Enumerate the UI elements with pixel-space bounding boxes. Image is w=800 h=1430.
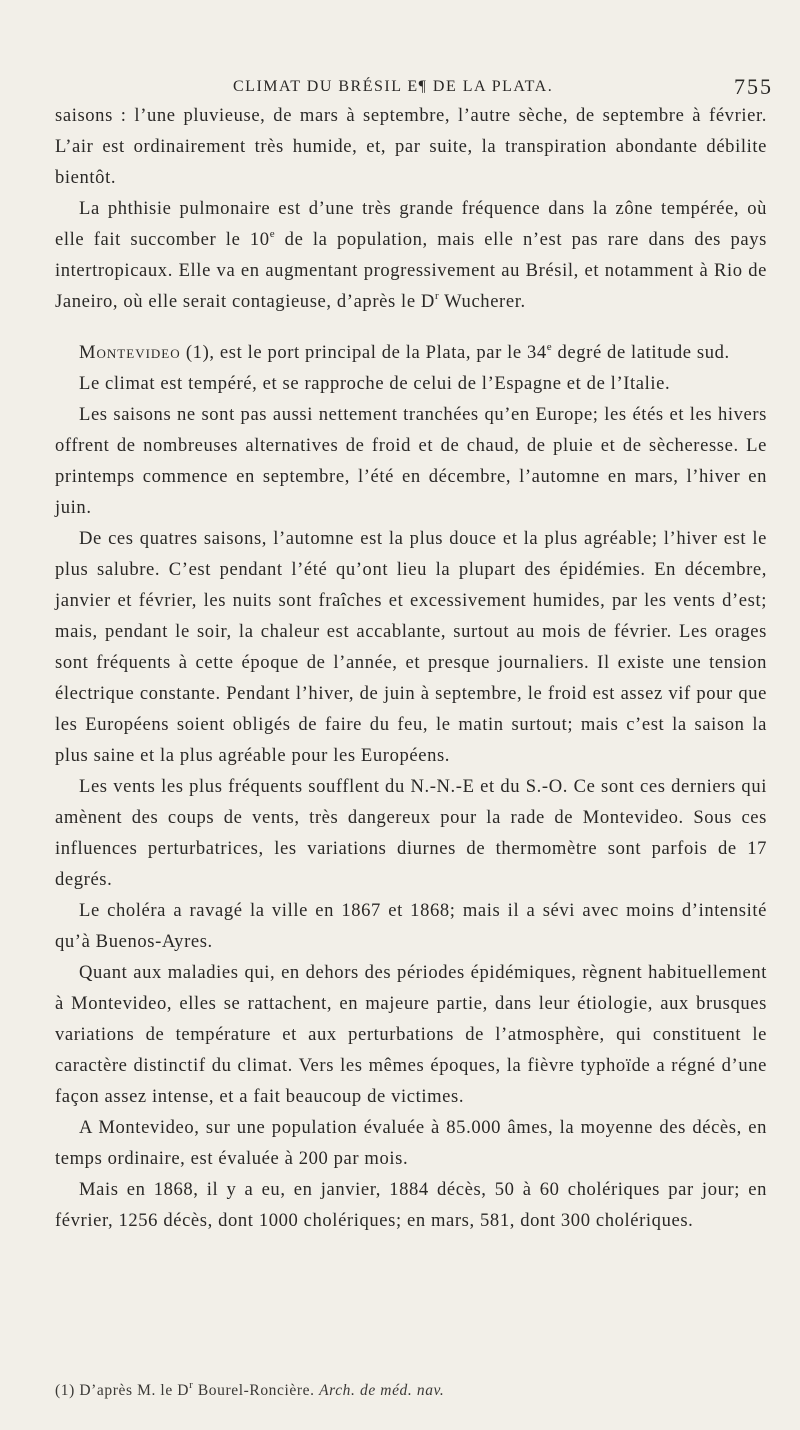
footnote (55, 1378, 767, 1400)
footnote-author: Bourel-Roncière. (193, 1382, 320, 1399)
footnote-source: Arch. de méd. nav. (319, 1382, 445, 1399)
paragraph-5: Les saisons ne sont pas aussi nettement tranchées qu’en Europe; les étés et les hivers offrent de nombreuses alternatives de froid et de chaud, de pluie et de sècheresse. Le printemps commence en septembre, l’été en décembre, l’automne en mars, l’hiver en juin. (55, 404, 767, 518)
paragraph-8: Le choléra a ravagé la ville en 1867 et 1868; mais il a sévi avec moins d’intensité qu’à Buenos-Ayres. (55, 900, 767, 952)
page-number: 755 (734, 74, 773, 99)
paragraph-11: Mais en 1868, il y a eu, en janvier, 1884 décès, 50 à 60 cholériques par jour; en février, 1256 décès, dont 1000 cholériques; en mars, 581, dont 300 cholériques. (55, 1179, 767, 1231)
paragraph-1: saisons : l’une pluvieuse, de mars à septembre, l’autre sèche, de septembre à février. L’air est ordinairement très humide, et, par suite, la transpiration abondante débilite bientôt. (55, 105, 767, 188)
degree-superscript: e (546, 340, 553, 353)
body-text (55, 100, 767, 1236)
paragraph-10: A Montevideo, sur une population évaluée à 85.000 âmes, la moyenne des décès, en temps ordinaire, est évaluée à 200 par mois. (55, 1117, 767, 1169)
paragraph-7: Les vents les plus fréquents soufflent du N.-N.-E et du S.-O. Ce sont ces derniers qui amènent des coups de vents, très dangereux pour la rade de Montevideo. Sous ces influences perturbatrices, les variations diurnes de thermomètre sont parfois de 17 degrés. (55, 776, 767, 890)
paragraph-9: Quant aux maladies qui, en dehors des périodes épidémiques, règnent habituellement à Montevideo, elles se rattachent, en majeure partie, dans leur étiologie, aux brusques variations de température et aux perturbations de l’atmosphère, qui constituent le caractère distinctif du climat. Vers les mêmes époques, la fièvre typhoïde a régné d’une façon assez intense, et a fait beaucoup de victimes. (55, 962, 767, 1107)
paragraph-3-end: degré de latitude sud. (552, 342, 730, 363)
footnote-reference: (1), (180, 342, 220, 363)
paragraph-3-text: est le port principal de la Plata, par le 34 (219, 342, 547, 363)
paragraph-4: Le climat est tempéré, et se rapproche de celui de l’Espagne et de l’Italie. (79, 373, 671, 394)
footnote-text: D’après M. le D (79, 1382, 190, 1399)
running-head (0, 74, 800, 102)
paragraph-3 (55, 337, 767, 368)
doctor-superscript: r (434, 289, 440, 302)
paragraph-2 (55, 193, 767, 317)
paragraph-6: De ces quatres saisons, l’automne est la plus douce et la plus agréable; l’hiver est le plus salubre. C’est pendant l’été qu’ont lieu la plupart des épidémies. En décembre, janvier et février, les nuits sont fraîches et excessivement humides, par les vents d’est; mais, pendant le soir, la chaleur est accablante, surtout au mois de février. Les orages sont fréquents à cette époque de l’année, et presque journaliers. Il existe une tension électrique constante. Pendant l’hiver, de juin à septembre, le froid est assez vif pour que les Européens soient obligés de faire du feu, le matin surtout; mais c’est la saison la plus saine et la plus agréable pour les Européens. (55, 528, 767, 766)
paragraph-2-continuation: de la population, mais elle n’est pas rare dans des pays intertropicaux. Elle va en augmentant progressivement au Brésil, et notamment à Rio de Janeiro, où elle serait contagieuse, d’après le D (55, 229, 767, 312)
footnote-marker: (1) (55, 1382, 80, 1399)
paragraph-2-text: La phthisie pulmonaire est d’une très grande fréquence dans la zône tempérée, où elle fait succomber le 10 (55, 198, 767, 250)
ordinal-superscript: e (269, 227, 276, 240)
paragraph-2-end: Wucherer. (439, 291, 526, 312)
section-lead-montevideo: Montevideo (79, 342, 181, 363)
running-head-title: CLIMAT DU BRÉSIL E¶ DE LA PLATA. (233, 78, 554, 95)
footnote-superscript: r (189, 1378, 194, 1391)
